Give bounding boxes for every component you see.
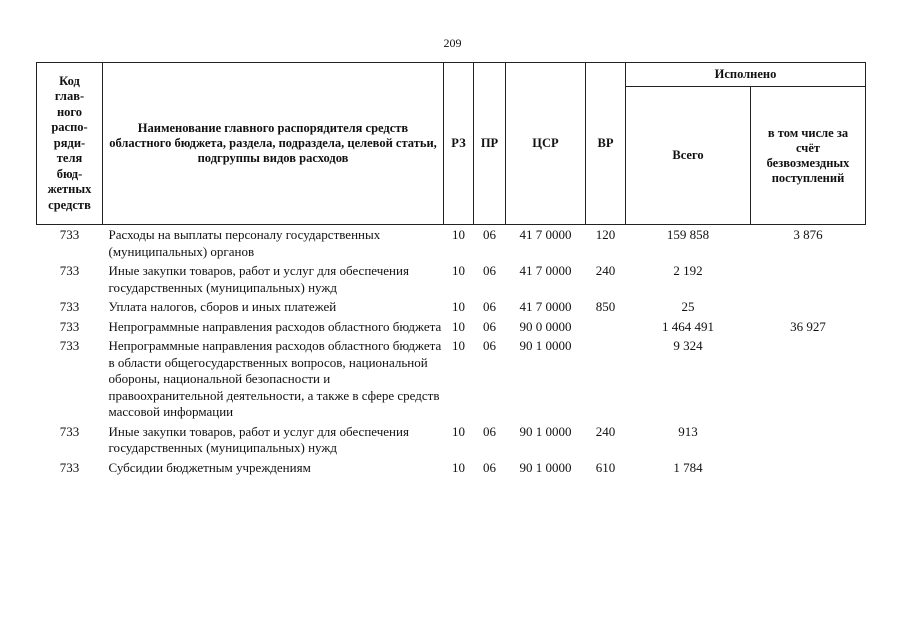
table-row: [37, 319, 866, 339]
row-free: [751, 263, 866, 299]
row-code: 733: [59, 227, 80, 242]
header-code: [37, 63, 103, 225]
row-vr: [586, 338, 626, 424]
row-vr: 240: [595, 263, 616, 278]
row-pr: 06: [483, 227, 496, 242]
header-code-line: ряди-: [53, 135, 86, 150]
header-code-line: жетных: [47, 182, 92, 197]
row-pr: 06: [483, 263, 496, 278]
row-total: 2 192: [673, 263, 703, 278]
row-rz: 10: [452, 263, 465, 278]
row-pr: 06: [483, 318, 496, 334]
header-code-line: ного: [56, 104, 83, 119]
row-name: Субсидии бюджетным учреждениям: [108, 459, 311, 475]
row-free: 36 927: [790, 318, 826, 334]
row-name: Иные закупки товаров, работ и услуг для обеспечения государственных (муниципальных) нужд: [108, 263, 409, 295]
row-vr: 850: [595, 299, 616, 314]
header-code-line: глав-: [54, 89, 85, 104]
row-code: 733: [59, 299, 80, 314]
row-csr: 41 7 0000: [519, 299, 572, 314]
header-vr: ВР: [586, 63, 626, 225]
row-rz: 10: [452, 227, 465, 242]
row-pr: 06: [483, 459, 496, 475]
row-total: 913: [678, 423, 698, 439]
header-code-line: Код: [59, 73, 80, 88]
header-pr: ПР: [474, 63, 506, 225]
header-name: Наименование главного распорядителя средств областного бюджета, раздела, подраздела, целевой статьи, подгруппы видов расходов: [103, 63, 444, 225]
row-free: [751, 299, 866, 319]
row-code: 733: [59, 338, 80, 353]
row-total: 159 858: [666, 227, 710, 242]
table-row: [37, 263, 866, 299]
row-csr: 90 1 0000: [519, 423, 572, 439]
row-code: 733: [59, 459, 80, 475]
row-vr: [586, 319, 626, 339]
row-csr: 41 7 0000: [519, 263, 572, 278]
row-total: 25: [681, 299, 695, 314]
row-free: [751, 338, 866, 424]
row-free: [751, 424, 866, 460]
row-free: [751, 460, 866, 480]
row-rz: 10: [452, 423, 465, 439]
row-vr: 610: [595, 459, 616, 475]
header-code-line: распо-: [51, 120, 88, 135]
table-row: [37, 460, 866, 480]
row-csr: 41 7 0000: [519, 227, 572, 242]
row-name: Непрограммные направления расходов областного бюджета в области общегосударственных вопросов, национальной обороны, национальной безопасности и правоохранительной деятельности, а также в сфере средств массовой информации: [108, 338, 442, 419]
header-total: Всего: [626, 87, 751, 225]
table-row: [37, 424, 866, 460]
row-vr: 120: [595, 227, 616, 242]
header-csr: ЦСР: [506, 63, 586, 225]
row-csr: 90 1 0000: [519, 338, 572, 353]
row-rz: 10: [452, 459, 465, 475]
row-total: 9 324: [673, 338, 703, 353]
row-free: 3 876: [793, 227, 823, 242]
page-number: 209: [443, 36, 462, 50]
header-code-lines: [37, 74, 102, 214]
row-csr: 90 1 0000: [519, 459, 572, 475]
row-name: Непрограммные направления расходов областного бюджета: [108, 318, 442, 334]
header-rz: РЗ: [444, 63, 474, 225]
header-code-line: средств: [48, 197, 91, 212]
row-rz: 10: [452, 318, 465, 334]
row-code: 733: [59, 263, 80, 278]
header-code-line: теля: [56, 151, 83, 166]
row-vr: 240: [595, 423, 616, 439]
row-code: 733: [59, 423, 80, 439]
table-row: [37, 225, 866, 264]
header-executed: Исполнено: [626, 63, 866, 87]
row-name: Иные закупки товаров, работ и услуг для обеспечения государственных (муниципальных) нужд: [108, 423, 409, 455]
row-total: 1 784: [673, 459, 703, 475]
row-name: Уплата налогов, сборов и иных платежей: [108, 299, 337, 314]
header-incl-free: в том числе за счёт безвозмездных поступлений: [751, 87, 866, 225]
table-body: [37, 225, 866, 480]
row-pr: 06: [483, 338, 496, 353]
row-rz: 10: [452, 299, 465, 314]
header-code-line: бюд-: [56, 166, 83, 181]
table-row: [37, 338, 866, 424]
row-name: Расходы на выплаты персоналу государственных (муниципальных) органов: [108, 227, 381, 259]
table-row: [37, 299, 866, 319]
row-total: 1 464 491: [662, 318, 714, 334]
row-rz: 10: [452, 338, 465, 353]
budget-table: [36, 62, 866, 479]
row-csr: 90 0 0000: [519, 318, 572, 334]
row-pr: 06: [483, 299, 496, 314]
row-pr: 06: [483, 423, 496, 439]
row-code: 733: [59, 318, 80, 334]
